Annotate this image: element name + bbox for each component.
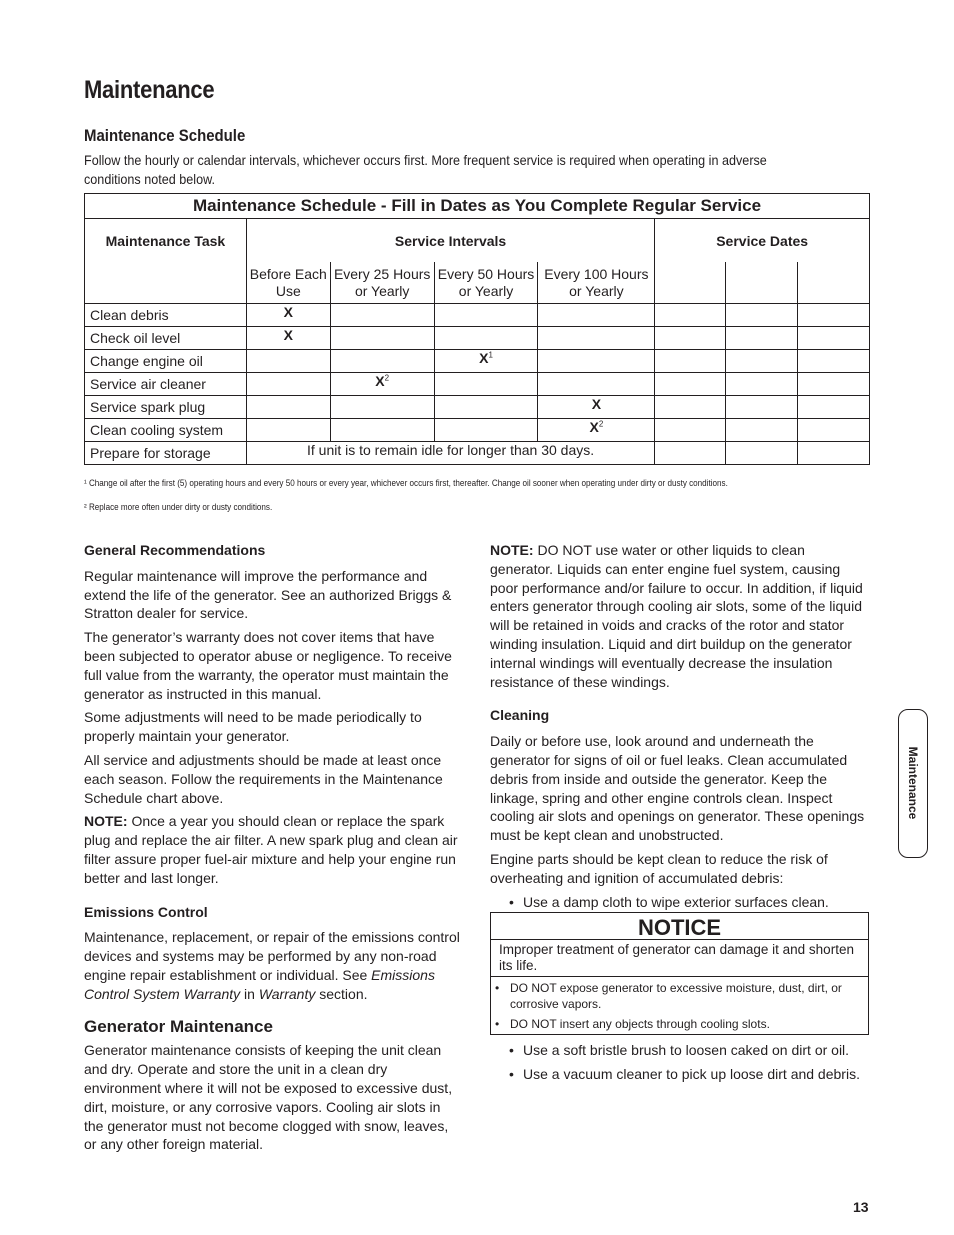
service-date-cell[interactable] xyxy=(726,350,798,373)
task-label: Service air cleaner xyxy=(85,373,247,396)
notice-item: • DO NOT expose generator to excessive moisture, dust, dirt, or corrosive vapors. xyxy=(495,980,864,1012)
task-label: Clean cooling system xyxy=(85,419,247,442)
service-date-cell[interactable] xyxy=(655,396,726,419)
right-column xyxy=(490,541,870,916)
paragraph: Daily or before use, look around and underneath the generator for signs of oil or fuel leaks. Clean accumulated debris from inside and outside the generator. Keep the linkage, spring and other engine controls clean. Inspect cooling air slots and openings on generator. These openings must be kept clean and unobstructed. xyxy=(490,733,865,844)
right-column-lower xyxy=(490,1041,870,1089)
interval-header: Every 100 Hours or Yearly xyxy=(538,262,655,304)
side-tab-label: Maintenance xyxy=(906,746,920,820)
bullet-item: • Use a soft bristle brush to loosen caked on dirt or oil. xyxy=(490,1041,870,1060)
service-date-cell[interactable] xyxy=(798,396,870,419)
interval-mark xyxy=(538,373,655,396)
paragraph: Engine parts should be kept clean to reduce the risk of overheating and ignition of accumulated debris: xyxy=(490,850,828,886)
interval-mark xyxy=(330,396,434,419)
schedule-intro: Follow the hourly or calendar intervals, whichever occurs first. More frequent service is required when operating in adverse conditions noted below. xyxy=(84,152,767,187)
col-intervals-header: Service Intervals xyxy=(246,219,654,263)
service-date-cell[interactable] xyxy=(726,373,798,396)
table-row xyxy=(85,304,870,327)
task-label: Prepare for storage xyxy=(85,442,247,465)
paragraph: Regular maintenance will improve the performance and extend the life of the generator. See an authorized Briggs & Stratton dealer for service. xyxy=(84,567,452,622)
interval-mark xyxy=(434,396,538,419)
storage-note: If unit is to remain idle for longer than 30 days. xyxy=(246,442,654,465)
service-date-cell[interactable] xyxy=(798,419,870,442)
interval-header: Before Each Use xyxy=(246,262,330,304)
table-row xyxy=(85,327,870,350)
service-date-cell[interactable] xyxy=(726,304,798,327)
interval-mark xyxy=(538,350,655,373)
interval-mark xyxy=(538,304,655,327)
service-date-cell[interactable] xyxy=(798,350,870,373)
table-row xyxy=(85,396,870,419)
service-date-cell[interactable] xyxy=(798,327,870,350)
emissions-control-heading: Emissions Control xyxy=(84,903,208,920)
task-label: Check oil level xyxy=(85,327,247,350)
section-side-tab xyxy=(898,709,928,858)
service-date-cell[interactable] xyxy=(798,304,870,327)
interval-mark xyxy=(434,304,538,327)
interval-mark: $X^1$ xyxy=(434,350,538,373)
service-date-cell[interactable] xyxy=(726,442,798,465)
service-date-cell[interactable] xyxy=(726,419,798,442)
service-date-cell[interactable] xyxy=(726,327,798,350)
emissions-paragraph: Maintenance, replacement, or repair of the emissions control devices and systems may be performed by any non-road engine repair establishment or individual. See Emissions Control System Warranty in Warranty section. xyxy=(84,929,460,1002)
note-paragraph: NOTE: DO NOT use water or other liquids to clean generator. Liquids can enter engine fuel system, causing poor performance and/or failure to occur. In addition, if liquid enters generator through cooling air slots, some of the liquid will be retained in voids and cracks of the rotor and stator winding insulation. Liquid and dirt buildup on the generator internal windings will eventually decrease the insulation resistance of these windings. xyxy=(490,542,863,690)
page-number: 13 xyxy=(853,1199,869,1215)
page-title: Maintenance xyxy=(84,76,215,104)
interval-mark xyxy=(538,327,655,350)
generator-maintenance-heading: Generator Maintenance xyxy=(84,1016,273,1036)
col-dates-header: Service Dates xyxy=(655,219,870,263)
interval-header: Every 50 Hours or Yearly xyxy=(434,262,538,304)
paragraph: Some adjustments will need to be made periodically to properly maintain your generator. xyxy=(84,709,422,745)
bullet-item: • Use a damp cloth to wipe exterior surfaces clean. xyxy=(490,893,870,912)
notice-list xyxy=(491,977,868,1032)
table-row xyxy=(85,373,870,396)
maintenance-schedule-table xyxy=(84,193,870,465)
general-recommendations-heading: General Recommendations xyxy=(84,542,266,558)
task-label: Clean debris xyxy=(85,304,247,327)
service-date-cell[interactable] xyxy=(655,442,726,465)
cleaning-heading: Cleaning xyxy=(490,707,550,724)
service-date-cell[interactable] xyxy=(726,262,798,304)
paragraph: All service and adjustments should be made at least once each season. Follow the requirements in the Maintenance Schedule chart above. xyxy=(84,751,443,806)
interval-mark: $X^2$ xyxy=(330,373,434,396)
service-date-cell[interactable] xyxy=(655,262,726,304)
interval-mark xyxy=(246,350,330,373)
table-title: Maintenance Schedule - Fill in Dates as You Complete Regular Service xyxy=(85,194,870,219)
schedule-heading: Maintenance Schedule xyxy=(84,126,246,145)
service-date-cell[interactable] xyxy=(798,442,870,465)
interval-mark xyxy=(434,419,538,442)
note-paragraph: NOTE: Once a year you should clean or replace the spark plug and replace the air filter. A new spark plug and clean air filter assure proper fuel-air mixture and help your engine run better and last longer. xyxy=(84,813,458,886)
table-row xyxy=(85,442,870,465)
service-date-cell[interactable] xyxy=(798,262,870,304)
interval-header: Every 25 Hours or Yearly xyxy=(330,262,434,304)
notice-title: NOTICE xyxy=(491,913,868,940)
notice-item: • DO NOT insert any objects through cooling slots. xyxy=(495,1016,864,1032)
bullet-item: • Use a vacuum cleaner to pick up loose dirt and debris. xyxy=(490,1065,870,1084)
table-row xyxy=(85,419,870,442)
service-date-cell[interactable] xyxy=(798,373,870,396)
interval-mark xyxy=(246,419,330,442)
paragraph: The generator’s warranty does not cover items that have been subjected to operator abuse or negligence. To receive full value from the warranty, the operator must maintain the generator as instructed in this manual. xyxy=(84,629,452,702)
table-row xyxy=(85,350,870,373)
col-task-header: Maintenance Task xyxy=(85,219,247,263)
interval-mark: $X^2$ xyxy=(538,419,655,442)
interval-mark xyxy=(330,304,434,327)
interval-mark xyxy=(330,350,434,373)
paragraph: Generator maintenance consists of keeping the unit clean and dry. Operate and store the unit in a clean dry environment where it will not be exposed to excessive dust, dirt, moisture, or any corrosive vapors. Cooling air slots in the generator must not become clogged with snow, leaves, or any other foreign material. xyxy=(84,1042,453,1153)
service-date-cell[interactable] xyxy=(726,396,798,419)
interval-mark xyxy=(434,373,538,396)
interval-mark xyxy=(434,327,538,350)
notice-box xyxy=(490,912,869,1035)
service-date-cell[interactable] xyxy=(655,373,726,396)
service-date-cell[interactable] xyxy=(655,350,726,373)
interval-mark xyxy=(246,396,330,419)
interval-mark xyxy=(330,327,434,350)
interval-mark: X xyxy=(246,304,330,327)
notice-message: Improper treatment of generator can damage it and shorten its life. xyxy=(491,940,868,977)
service-date-cell[interactable] xyxy=(655,327,726,350)
interval-mark: X xyxy=(538,396,655,419)
interval-mark xyxy=(246,373,330,396)
interval-mark xyxy=(330,419,434,442)
service-date-cell[interactable] xyxy=(655,419,726,442)
task-label: Service spark plug xyxy=(85,396,247,419)
footnote-2: ² Replace more often under dirty or dusty conditions. xyxy=(84,502,273,512)
task-label: Change engine oil xyxy=(85,350,247,373)
service-date-cell[interactable] xyxy=(655,304,726,327)
interval-mark: X xyxy=(246,327,330,350)
left-column xyxy=(84,541,462,1159)
footnote-1: ¹ Change oil after the first (5) operating hours and every 50 hours or every year, whichever occurs first, thereafter. Change oil sooner when operating under dirty or dusty conditions. xyxy=(84,478,728,488)
